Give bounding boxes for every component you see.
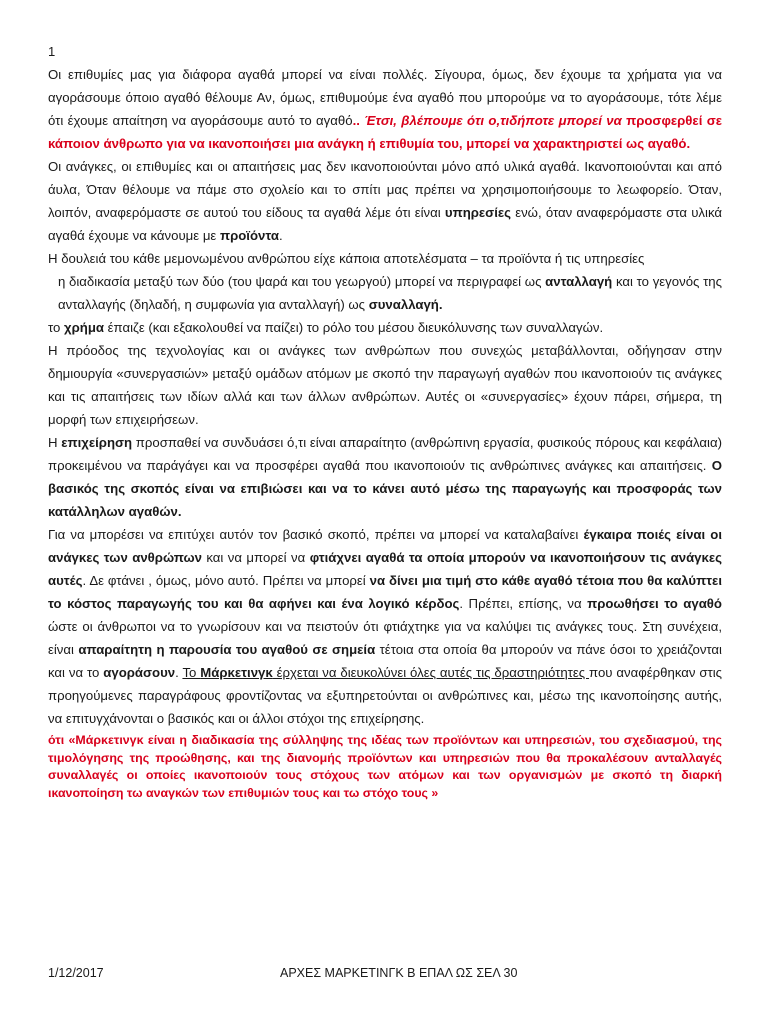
- bold-phrase-distribution: απαραίτητη η παρουσία του αγαθού σε σημεία: [78, 642, 376, 657]
- highlight-text: Έτσι, βλέπουμε ότι ο,τιδήποτε μπορεί να: [359, 113, 627, 128]
- paragraph-text: και να μπορεί να: [201, 550, 310, 565]
- paragraph-text-continued: ενώ, όταν αναφερόμαστε στα υλικά αγαθά έχουμε να κάνουμε με: [48, 205, 722, 243]
- term-money: χρήμα: [64, 320, 105, 335]
- bold-phrase-make-goods: φτιάχνει αγαθά τα οποία μπορούν να ικανοποιήσουν τις ανάγκες αυτές: [48, 550, 722, 588]
- underlined-text: έρχεται να διευκολύνει όλες αυτές τις δραστηριότητες: [272, 665, 590, 680]
- bold-phrase-buy: αγοράσουν: [103, 665, 176, 680]
- paragraph-marketing-role: [48, 523, 722, 730]
- paragraph-text: . Δε φτάνει , όμως, μόνο αυτό. Πρέπει να μπορεί: [82, 573, 370, 588]
- paragraph-money: [48, 316, 722, 339]
- paragraph-text: τέτοια στα οποία θα μπορούν να πάνε όσοι το χρειάζονται και να το: [48, 642, 722, 680]
- paragraph-enterprise: [48, 431, 722, 523]
- paragraph-exchange: [48, 270, 722, 316]
- marketing-definition: ότι «Μάρκετινγκ είναι η διαδικασία της σύλληψης της ιδέας των προϊόντων και υπηρεσιών, του σχεδιασμού, της τιμολόγησης της προώθησης, και της διανομής προϊόντων και υπηρεσιών που θα προκαλέσουν ανταλλαγές συναλλαγές οι οποίες ικανοποιούν τους στόχους των ατόμων και των οργανισμών με σκοπό τη διαρκή ικανοποίηση τω αναγκών των επιθυμιών τους και τω στόχο τους »: [48, 733, 722, 800]
- bold-phrase-price: να δίνει μια τιμή στο κάθε αγαθό τέτοια που θα καλύπτει το κόστος παραγωγής του και θα αφήνει και ένα λογικό κέρδος: [48, 573, 722, 611]
- term-transaction: συναλλαγή.: [368, 297, 443, 312]
- term-enterprise: επιχείρηση: [61, 435, 133, 450]
- paragraph-text: που αναφέρθηκαν στις προηγούμενες παραγράφους φροντίζοντας να εξυπηρετούνται οι ανθρώπινες και, μέσω της ικανοποίησης αυτής, να επιτυγχάνονται ο βασικός και οι άλλοι στόχοι της επιχείρησης.: [48, 665, 723, 726]
- paragraph-text-continued: και το γεγονός της ανταλλαγής (δηλαδή, η συμφωνία για ανταλλαγή) ως: [58, 274, 722, 312]
- footer-date: 1/12/2017: [48, 966, 104, 980]
- paragraph-desires: [48, 63, 722, 155]
- paragraph-text-continued: προσπαθεί να συνδυάσει ό,τι είναι απαραίτητο (ανθρώπινη εργασία, φυσικούς πόρους και κεφάλαια) προκειμένου να παράγάγει και να προσφέρει αγαθά που ικανοποιούν τις ανθρώπινες ανάγκες και απαιτήσεις.: [48, 435, 722, 473]
- bold-phrase-needs: έγκαιρα ποιές είναι οι ανάγκες των ανθρώπων: [48, 527, 722, 565]
- paragraph-text: ώστε οι άνθρωποι να το γνωρίσουν και να πειστούν ότι φτιάχτηκε για να καλύψει τις ανάγκες τους. Στη συνέχεια, είναι: [48, 619, 722, 657]
- document-body: [48, 63, 722, 802]
- paragraph-text: Η: [48, 435, 62, 450]
- main-goal-text: Ο βασικός της σκοπός είναι να επιβιώσει και να το κάνει αυτό μέσω της παραγωγής και προσφοράς των κατάλληλων αγαθών.: [48, 458, 722, 519]
- paragraph-text: το: [48, 320, 65, 335]
- paragraph-text: Οι ανάγκες, οι επιθυμίες και οι απαιτήσεις μας δεν ικανοποιούνται μόνο από υλικά αγαθά. Ικανοποιούνται και από άυλα, Όταν θέλουμε να πάμε στο σχολείο και το σπίτι μας πρέπει να χρησιμοποιήσουμε το λεωφορείο. Όταν, λοιπόν, αναφερόμαστε σε αυτού του είδους τα αγαθά λέμε ότι είναι: [48, 159, 722, 220]
- paragraph-technology: [48, 339, 722, 431]
- highlight-text-continued: προσφερθεί σε κάποιον άνθρωπο για να ικανοποιήσει μια ανάγκη ή επιθυμία του, μπορεί να χαρακτηριστεί ως αγαθό.: [48, 113, 722, 151]
- footer-title: ΑΡΧΕΣ ΜΑΡΚΕΤΙΝΓΚ Β ΕΠΑΛ ΩΣ ΣΕΛ 30: [280, 966, 518, 980]
- paragraph-work: [48, 247, 722, 270]
- term-exchange: ανταλλαγή: [545, 274, 613, 289]
- bold-phrase-promote: προωθήσει το αγαθό: [587, 596, 722, 611]
- paragraph-text: . Πρέπει, επίσης, να: [459, 596, 588, 611]
- paragraph-text: η διαδικασία μεταξύ των δύο (του ψαρά και του γεωργού) μπορεί να περιγραφεί ως: [58, 274, 546, 289]
- underlined-text: Το: [182, 665, 201, 680]
- page-number: 1: [48, 44, 56, 59]
- term-services: υπηρεσίες: [444, 205, 511, 220]
- paragraph-text: Για να μπορέσει να επιτύχει αυτόν τον βασικό σκοπό, πρέπει να μπορεί να καταλαβαίνει: [48, 527, 584, 542]
- period: .: [278, 228, 283, 243]
- paragraph-text: .: [175, 665, 183, 680]
- paragraph-text: Οι επιθυμίες μας για διάφορα αγαθά μπορεί να είναι πολλές. Σίγουρα, όμως, δεν έχουμε τα χρήματα για να αγοράσουμε όποιο αγαθό θέλουμε Αν, όμως, επιθυμούμε ένα αγαθό που μπορούμε να το αγοράσουμε, τότε λέμε ότι έχουμε απαίτηση να αγοράσουμε αυτό το αγαθό: [48, 67, 722, 128]
- paragraph-text: Η πρόοδος της τεχνολογίας και οι ανάγκες των ανθρώπων που συνεχώς μεταβάλλονται, οδήγησαν στην δημιουργία «συνεργασιών» μεταξύ ομάδων ατόμων με σκοπό την παραγωγή αγαθών που ικανοποιούν τις ανάγκες και τις απαιτήσεις των ιδίων αλλά και των άλλων ανθρώπων. Αυτές οι «συνεργασίες» έχουν πάρει, σήμερα, τη μορφή των επιχειρήσεων.: [48, 343, 722, 427]
- paragraph-text-continued: έπαιζε (και εξακολουθεί να παίζει) το ρόλο του μέσου διευκόλυνσης των συναλλαγών.: [104, 320, 604, 335]
- term-marketing: Μάρκετινγκ: [200, 665, 273, 680]
- term-products: προϊόντα: [219, 228, 279, 243]
- paragraph-text: Η δουλειά του κάθε μεμονωμένου ανθρώπου είχε κάποια αποτελέσματα – τα προϊόντα ή τις υπηρεσίες: [48, 251, 645, 266]
- ellipsis-marker: ..: [352, 113, 360, 128]
- paragraph-needs: [48, 155, 722, 247]
